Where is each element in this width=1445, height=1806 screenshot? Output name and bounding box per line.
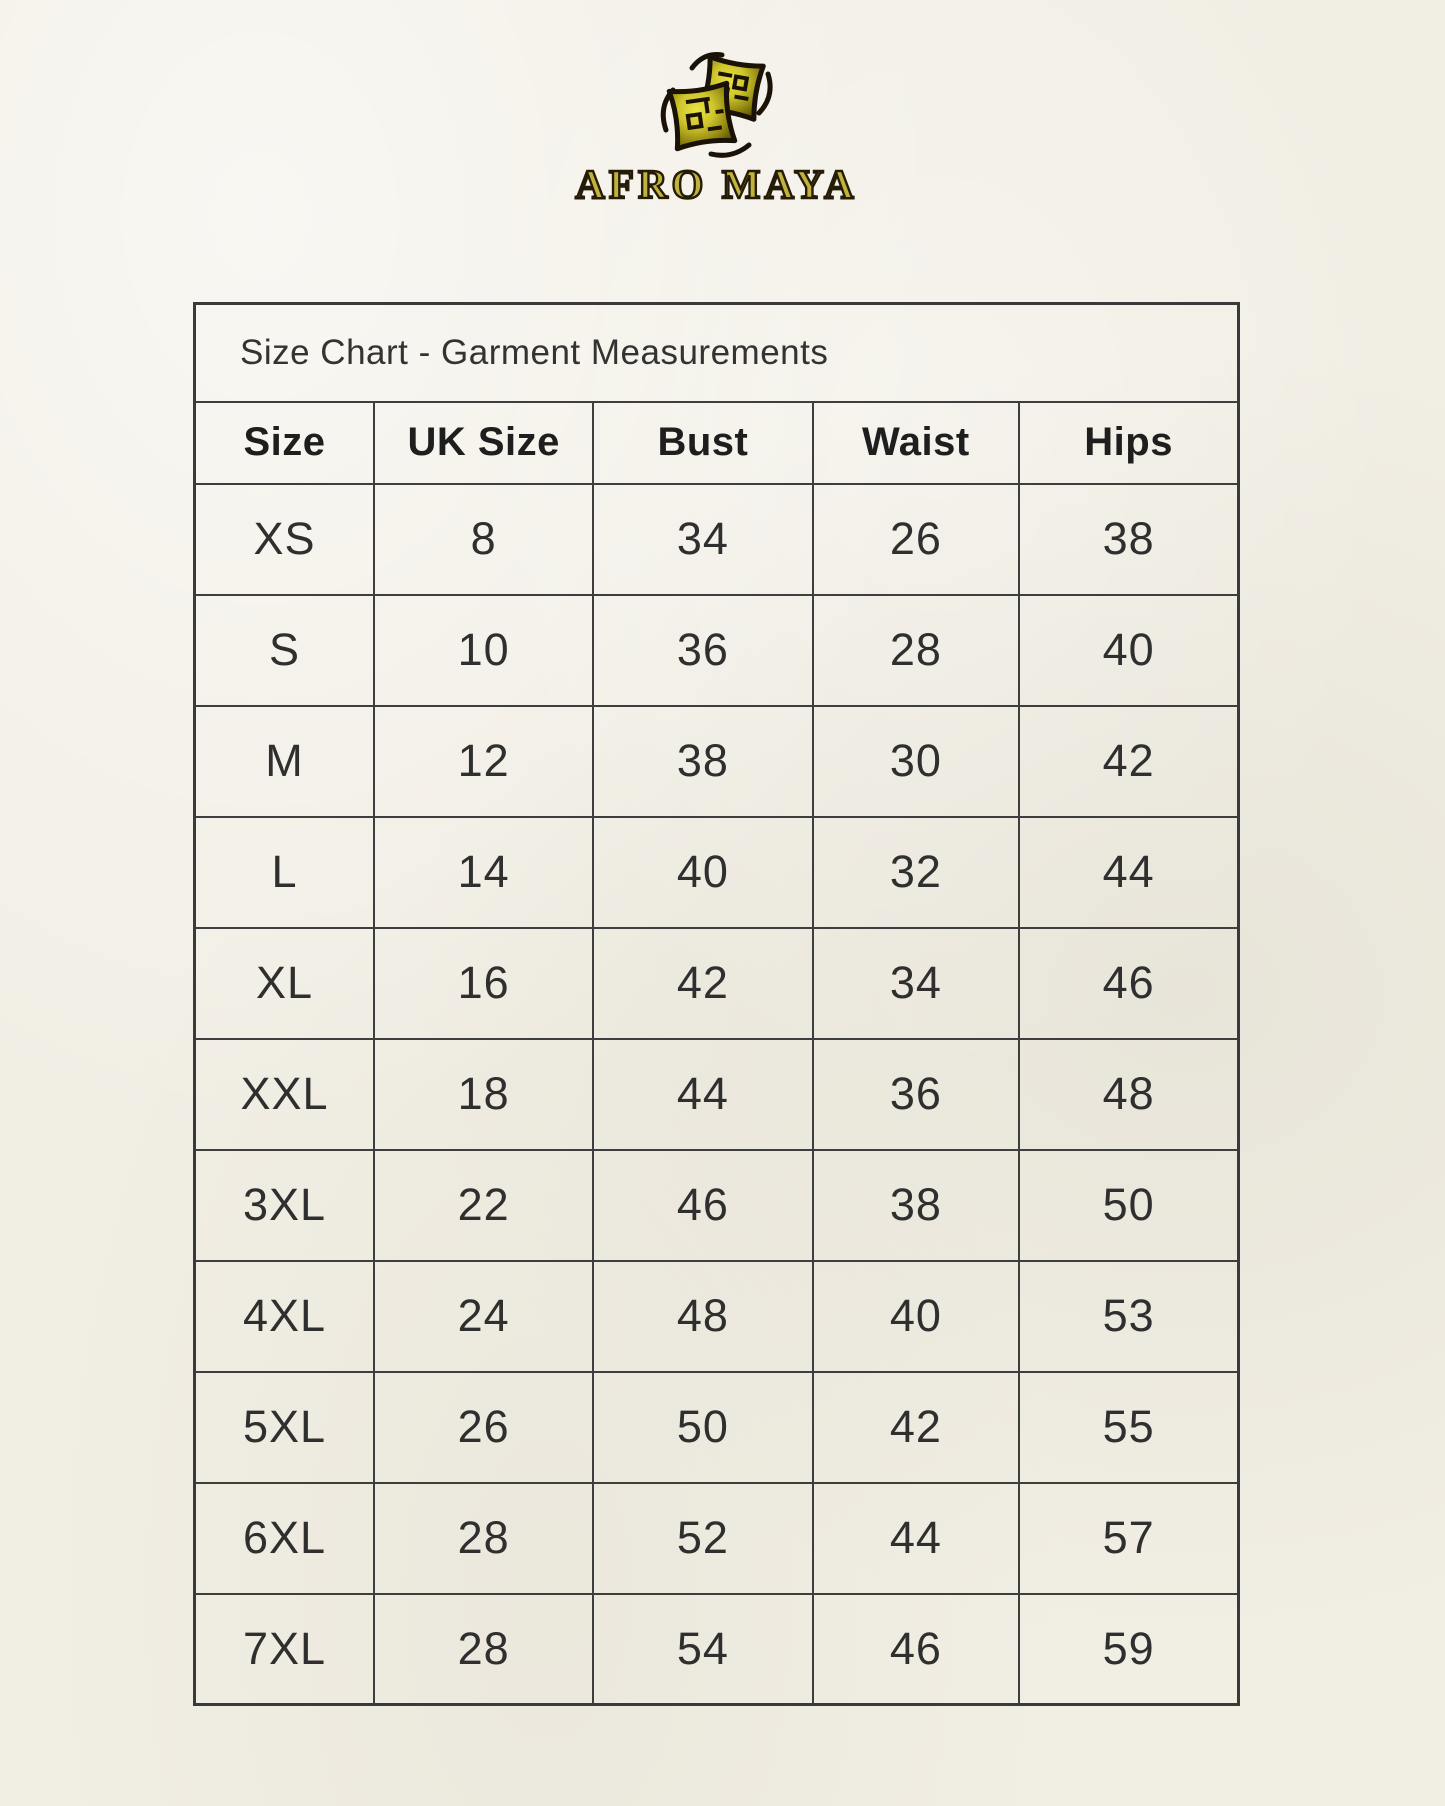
brand-header [193, 46, 1240, 208]
column-header-hips: Hips [1019, 402, 1238, 484]
column-header-uk-size: UK Size [374, 402, 593, 484]
bust-cell: 54 [593, 1594, 812, 1705]
table-row [195, 817, 1239, 928]
hips-cell: 57 [1019, 1483, 1238, 1594]
size-cell: XXL [195, 1039, 375, 1150]
uk-size-cell: 28 [374, 1483, 593, 1594]
uk-size-cell: 12 [374, 706, 593, 817]
uk-size-cell: 14 [374, 817, 593, 928]
column-header-bust: Bust [593, 402, 812, 484]
hips-cell: 42 [1019, 706, 1238, 817]
size-cell: XS [195, 484, 375, 595]
waist-cell: 32 [813, 817, 1020, 928]
table-row [195, 928, 1239, 1039]
waist-cell: 46 [813, 1594, 1020, 1705]
uk-size-cell: 22 [374, 1150, 593, 1261]
size-cell: 7XL [195, 1594, 375, 1705]
table-header-row [195, 402, 1239, 484]
afro-maya-logo-icon [656, 46, 778, 158]
table-row [195, 595, 1239, 706]
uk-size-cell: 16 [374, 928, 593, 1039]
bust-cell: 40 [593, 817, 812, 928]
size-cell: 3XL [195, 1150, 375, 1261]
table-row [195, 1150, 1239, 1261]
uk-size-cell: 24 [374, 1261, 593, 1372]
size-cell: 5XL [195, 1372, 375, 1483]
waist-cell: 36 [813, 1039, 1020, 1150]
table-title-row [195, 304, 1239, 402]
brand-wordmark: AFRO MAYA [575, 161, 858, 207]
hips-cell: 48 [1019, 1039, 1238, 1150]
uk-size-cell: 8 [374, 484, 593, 595]
uk-size-cell: 10 [374, 595, 593, 706]
uk-size-cell: 28 [374, 1594, 593, 1705]
hips-cell: 38 [1019, 484, 1238, 595]
bust-cell: 38 [593, 706, 812, 817]
waist-cell: 34 [813, 928, 1020, 1039]
size-cell: XL [195, 928, 375, 1039]
uk-size-cell: 18 [374, 1039, 593, 1150]
hips-cell: 46 [1019, 928, 1238, 1039]
bust-cell: 34 [593, 484, 812, 595]
hips-cell: 55 [1019, 1372, 1238, 1483]
waist-cell: 40 [813, 1261, 1020, 1372]
table-title: Size Chart - Garment Measurements [195, 304, 1239, 402]
hips-cell: 50 [1019, 1150, 1238, 1261]
hips-cell: 40 [1019, 595, 1238, 706]
size-cell: S [195, 595, 375, 706]
bust-cell: 42 [593, 928, 812, 1039]
hips-cell: 44 [1019, 817, 1238, 928]
waist-cell: 44 [813, 1483, 1020, 1594]
size-cell: 4XL [195, 1261, 375, 1372]
bust-cell: 44 [593, 1039, 812, 1150]
column-header-waist: Waist [813, 402, 1020, 484]
size-cell: M [195, 706, 375, 817]
waist-cell: 42 [813, 1372, 1020, 1483]
waist-cell: 38 [813, 1150, 1020, 1261]
table-row [195, 706, 1239, 817]
column-header-size: Size [195, 402, 375, 484]
size-cell: L [195, 817, 375, 928]
hips-cell: 53 [1019, 1261, 1238, 1372]
uk-size-cell: 26 [374, 1372, 593, 1483]
size-cell: 6XL [195, 1483, 375, 1594]
hips-cell: 59 [1019, 1594, 1238, 1705]
table-row [195, 1039, 1239, 1150]
table-row [195, 1261, 1239, 1372]
table-row [195, 1372, 1239, 1483]
waist-cell: 26 [813, 484, 1020, 595]
table-body [195, 484, 1239, 1705]
bust-cell: 52 [593, 1483, 812, 1594]
size-chart-table [193, 302, 1240, 1706]
bust-cell: 36 [593, 595, 812, 706]
waist-cell: 28 [813, 595, 1020, 706]
waist-cell: 30 [813, 706, 1020, 817]
table-row [195, 1594, 1239, 1705]
bust-cell: 46 [593, 1150, 812, 1261]
table-row [195, 1483, 1239, 1594]
bust-cell: 50 [593, 1372, 812, 1483]
table-row [195, 484, 1239, 595]
bust-cell: 48 [593, 1261, 812, 1372]
